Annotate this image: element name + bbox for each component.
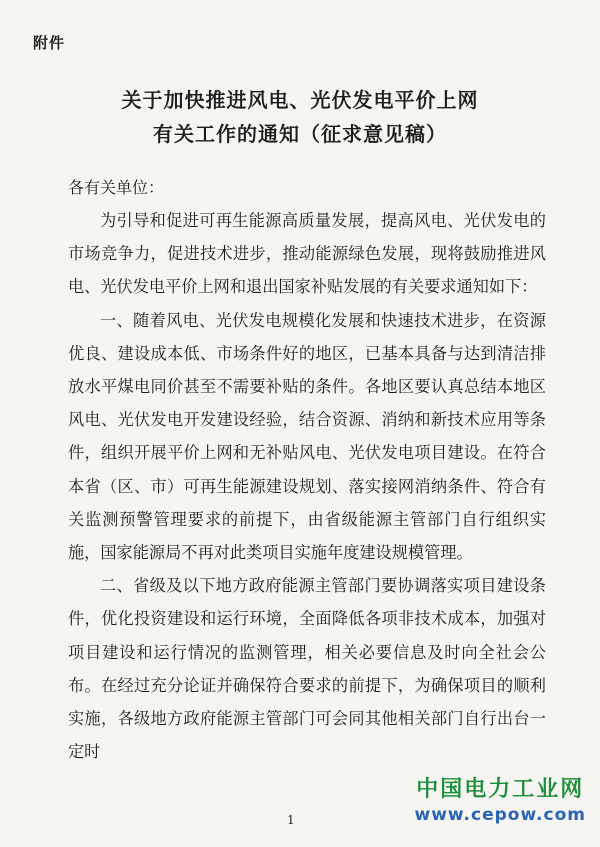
- document-title-line-2: 有关工作的通知（征求意见稿）: [153, 122, 447, 146]
- watermark: [415, 772, 587, 825]
- watermark-name: 中国电力工业网: [416, 777, 585, 802]
- attachment-label: 附件: [33, 34, 66, 52]
- salutation: 各有关单位：: [68, 178, 165, 197]
- paragraph-section-2: 二、省级及以下地方政府能源主管部门要协调落实项目建设条件，优化投资建设和运行环境，全面降低各项非技术成本，加强对项目建设和运行情况的监测管理，相关必要信息及时向全社会公布。在经过充分论证并确保符合要求的前提下，为确保项目的顺利实施，各级地方政府能源主管部门可会同其他相关部门自行出台一定时: [68, 576, 546, 762]
- document-body: [68, 204, 546, 768]
- document-title-line-1: 关于加快推进风电、光伏发电平价上网: [121, 88, 479, 112]
- watermark-url: www.cepow.com: [414, 805, 586, 825]
- paragraph-section-1: 一、随着风电、光伏发电规模化发展和快速技术进步，在资源优良、建设成本低、市场条件好的地区，已基本具备与达到清洁排放水平煤电同价甚至不需要补贴的条件。各地区要认真总结本地区风电、光伏发电开发建设经验，结合资源、消纳和新技术应用等条件，组织开展平价上网和无补贴风电、光伏发电项目建设。在符合本省（区、市）可再生能源建设规划、落实接网消纳条件、符合有关监测预警管理要求的前提下，由省级能源主管部门自行组织实施，国家能源局不再对此类项目实施年度建设规模管理。: [68, 310, 546, 563]
- paragraph-intro: 为引导和促进可再生能源高质量发展，提高风电、光伏发电的市场竞争力，促进技术进步，推动能源绿色发展，现将鼓励推进风电、光伏发电平价上网和退出国家补贴发展的有关要求通知如下：: [68, 211, 546, 297]
- page-number: 1: [287, 813, 295, 827]
